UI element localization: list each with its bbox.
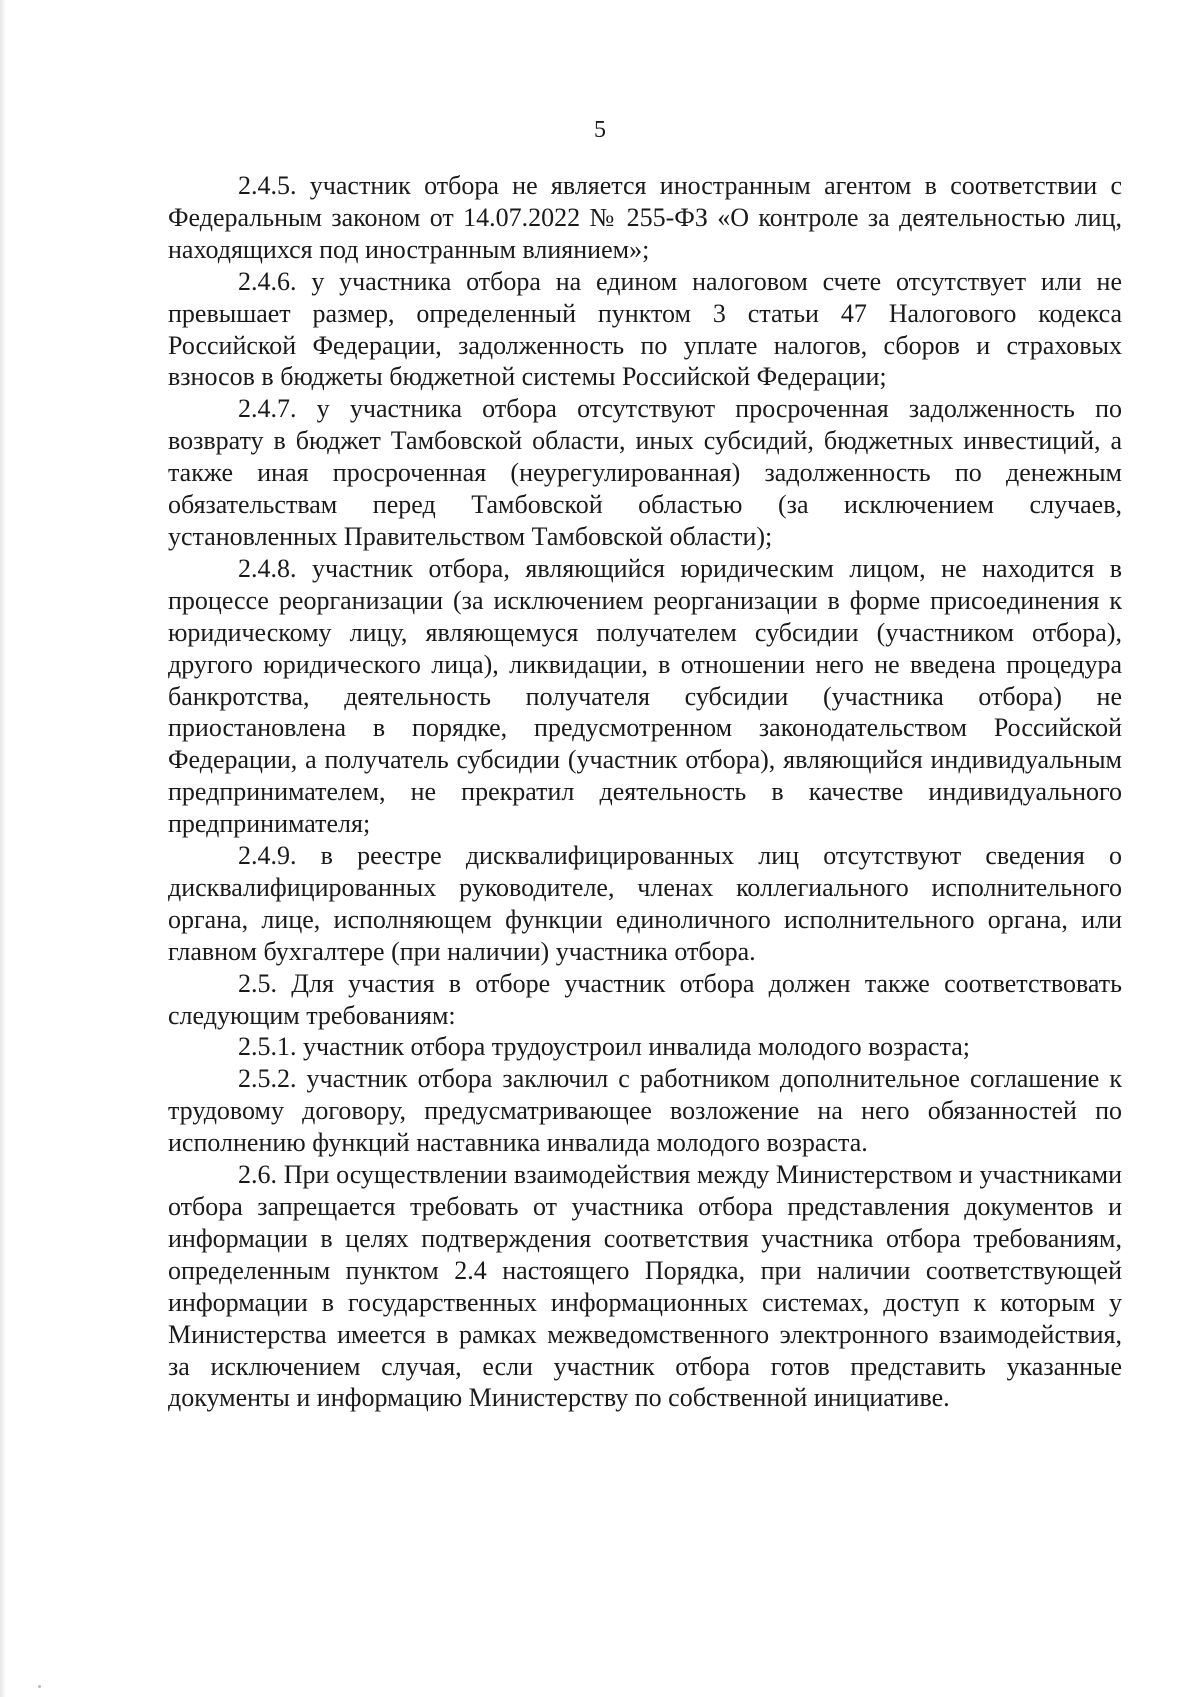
paragraph-2-4-9: 2.4.9. в реестре дисквалифицированных лиц отсутствуют сведения о дисквалифицированных руководителе, членах коллегиального исполнительного органа, лице, исполняющем функции единоличного исполнительного органа, или главном бухгалтере (при наличии) участника отбора.	[168, 841, 1122, 966]
paragraph-2-6: 2.6. При осуществлении взаимодействия между Министерством и участниками отбора запрещается требовать от участника отбора представления документов и информации в целях подтверждения соответствия участника отбора требованиям, определенным пунктом 2.4 настоящего Порядка, при наличии соответствующей информации в государственных информационных системах, доступ к которым у Министерства имеется в рамках межведомственного электронного взаимодействия, за исключением случая, если участник отбора готов представить указанные документы и информацию Министерству по собственной инициативе.	[168, 1160, 1122, 1413]
document-body	[168, 170, 1122, 1414]
scan-speck	[38, 1685, 41, 1688]
paragraph-2-4-5: 2.4.5. участник отбора не является иностранным агентом в соответствии с Федеральным законом от 14.07.2022 № 255-ФЗ «О контроле за деятельностью лиц, находящихся под иностранным влиянием»;	[168, 171, 1122, 264]
paragraph-2-4-8: 2.4.8. участник отбора, являющийся юридическим лицом, не находится в процессе реорганизации (за исключением реорганизации в форме присоединения к юридическому лицу, являющемуся получателем субсидии (участником отбора), другого юридического лица), ликвидации, в отношении него не введена процедура банкротства, деятельность получателя субсидии (участника отбора) не приостановлена в порядке, предусмотренном законодательством Российской Федерации, а получатель субсидии (участник отбора), являющийся индивидуальным предпринимателем, не прекратил деятельность в качестве индивидуального предпринимателя;	[168, 553, 1122, 839]
paragraph-2-5-2: 2.5.2. участник отбора заключил с работником дополнительное соглашение к трудовому договору, предусматривающее возложение на него обязанностей по исполнению функций наставника инвалида молодого возраста.	[168, 1064, 1122, 1158]
paragraph-2-5: 2.5. Для участия в отборе участник отбора должен также соответствовать следующим требованиям:	[168, 968, 1122, 1030]
scan-edge-shadow	[0, 0, 6, 1697]
paragraph-2-4-6: 2.4.6. у участника отбора на едином налоговом счете отсутствует или не превышает размер, определенный пунктом 3 статьи 47 Налогового кодекса Российской Федерации, задолженность по уплате налогов, сборов и страховых взносов в бюджеты бюджетной системы Российской Федерации;	[168, 266, 1122, 392]
paragraph-2-4-7: 2.4.7. у участника отбора отсутствуют просроченная задолженность по возврату в бюджет Тамбовской области, иных субсидий, бюджетных инвестиций, а также иная просроченная (неурегулированная) задолженность по денежным обязательствам перед Тамбовской областью (за исключением случаев, установленных Правительством Тамбовской области);	[168, 394, 1122, 551]
paragraph-2-5-1: 2.5.1. участник отбора трудоустроил инвалида молодого возраста;	[238, 1032, 970, 1062]
page-number: 5	[594, 117, 606, 143]
